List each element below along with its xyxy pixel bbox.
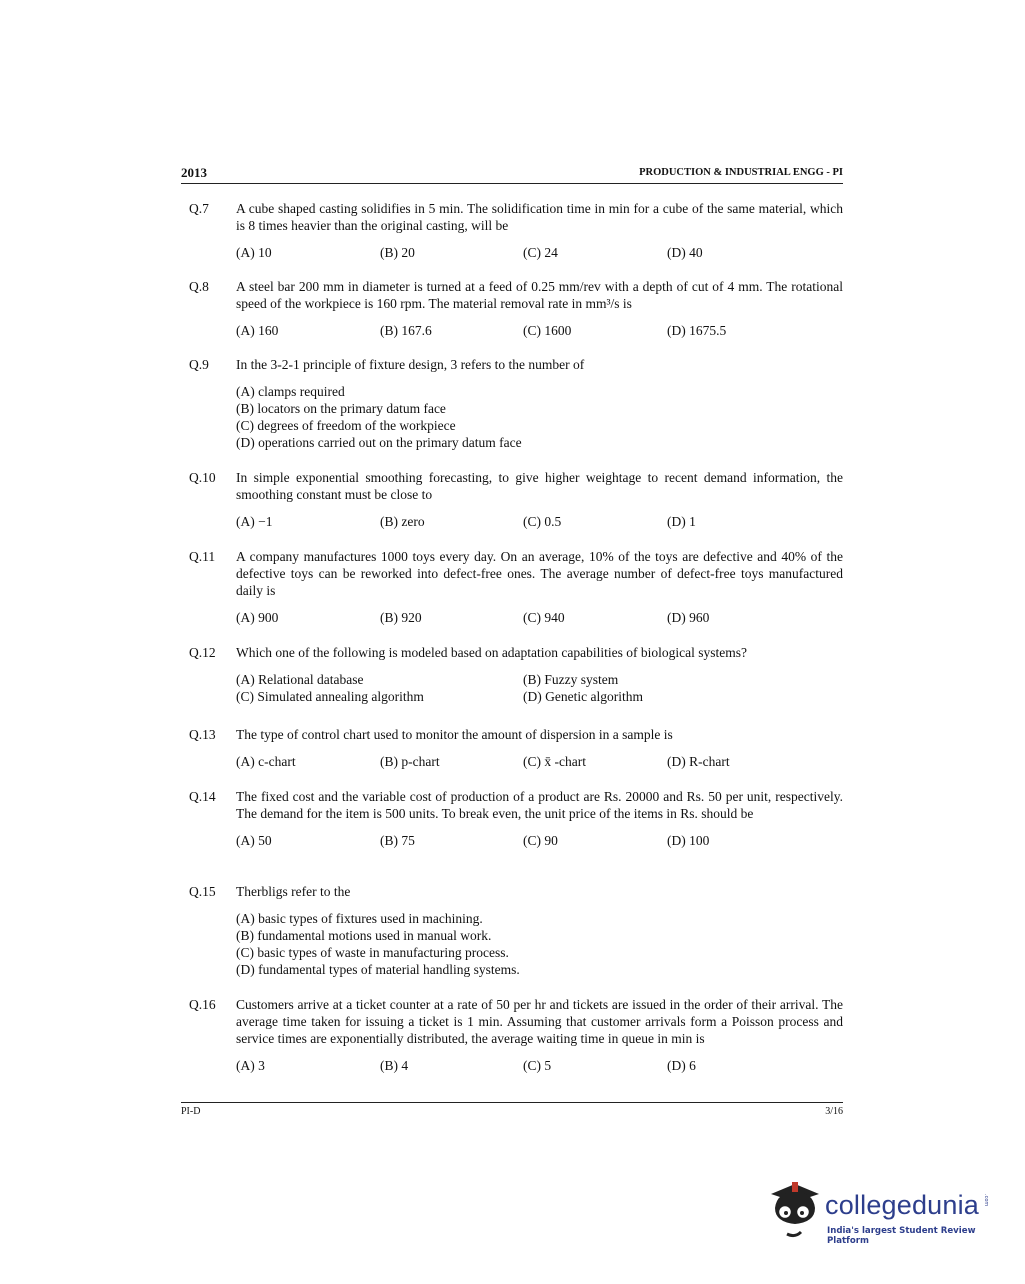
question-number: Q.12 bbox=[189, 645, 216, 660]
option-d: (D) 1 bbox=[667, 514, 696, 529]
option-d: (D) operations carried out on the primary datum face bbox=[236, 435, 522, 450]
option-a: (A) 50 bbox=[236, 833, 272, 848]
options-list bbox=[236, 910, 843, 978]
option-b: (B) p-chart bbox=[380, 754, 440, 769]
mascot-icon bbox=[765, 1178, 823, 1248]
option-b: (B) locators on the primary datum face bbox=[236, 401, 446, 416]
options-row bbox=[236, 609, 843, 626]
option-c: (C) basic types of waste in manufacturing process. bbox=[236, 945, 509, 960]
question-number: Q.14 bbox=[189, 789, 216, 804]
question-number: Q.16 bbox=[189, 997, 216, 1012]
exam-year: 2013 bbox=[181, 165, 207, 180]
option-c: (C) x̄ -chart bbox=[523, 754, 586, 769]
question-stem: A steel bar 200 mm in diameter is turned at a feed of 0.25 mm/rev with a depth of cut of 4 mm. The rotational speed of the workpiece is 160 rpm. The material removal rate in mm³/s is bbox=[236, 279, 843, 311]
question-8 bbox=[189, 278, 843, 339]
option-d: (D) 960 bbox=[667, 610, 710, 625]
question-number: Q.7 bbox=[189, 201, 209, 216]
option-d: (D) 6 bbox=[667, 1058, 696, 1073]
question-number: Q.13 bbox=[189, 727, 216, 742]
question-12 bbox=[189, 644, 843, 705]
option-b: (B) fundamental motions used in manual work. bbox=[236, 928, 492, 943]
question-14 bbox=[189, 788, 843, 849]
option-a: (A) −1 bbox=[236, 514, 273, 529]
question-number: Q.8 bbox=[189, 279, 209, 294]
collegedunia-logo[interactable] bbox=[765, 1178, 995, 1248]
option-b: (B) 75 bbox=[380, 833, 415, 848]
option-a: (A) Relational database bbox=[236, 672, 364, 687]
option-a: (A) 3 bbox=[236, 1058, 265, 1073]
options-row bbox=[236, 753, 843, 770]
options-row bbox=[236, 322, 843, 339]
page-footer bbox=[181, 1102, 843, 1120]
option-a: (A) 900 bbox=[236, 610, 279, 625]
option-c: (C) 24 bbox=[523, 245, 558, 260]
option-c: (C) 1600 bbox=[523, 323, 572, 338]
option-b: (B) 167.6 bbox=[380, 323, 432, 338]
option-d: (D) 40 bbox=[667, 245, 703, 260]
option-d: (D) fundamental types of material handling systems. bbox=[236, 962, 520, 977]
logo-dotcom: .com bbox=[983, 1194, 989, 1207]
question-number: Q.15 bbox=[189, 884, 216, 899]
option-a: (A) c-chart bbox=[236, 754, 296, 769]
option-a: (A) 160 bbox=[236, 323, 279, 338]
question-number: Q.10 bbox=[189, 470, 216, 485]
question-10 bbox=[189, 469, 843, 530]
question-stem: A cube shaped casting solidifies in 5 min. The solidification time in min for a cube of the same material, which is 8 times heavier than the original casting, will be bbox=[236, 201, 843, 233]
option-b: (B) 4 bbox=[380, 1058, 409, 1073]
page-number: 3/16 bbox=[825, 1106, 843, 1117]
options-list bbox=[236, 383, 843, 451]
page-header bbox=[181, 163, 843, 184]
question-number: Q.9 bbox=[189, 357, 209, 372]
question-number: Q.11 bbox=[189, 549, 216, 564]
question-7 bbox=[189, 200, 843, 261]
options-row bbox=[236, 513, 843, 530]
options-row bbox=[236, 832, 843, 849]
question-11 bbox=[189, 548, 843, 626]
question-stem: Which one of the following is modeled based on adaptation capabilities of biological systems? bbox=[236, 645, 747, 660]
option-b: (B) zero bbox=[380, 514, 425, 529]
logo-brand: collegedunia bbox=[825, 1190, 980, 1220]
question-stem: In simple exponential smoothing forecasting, to give higher weightage to recent demand information, the smoothing constant must be close to bbox=[236, 470, 843, 502]
option-c: (C) 940 bbox=[523, 610, 565, 625]
options-row bbox=[236, 1057, 843, 1074]
options-grid bbox=[236, 671, 843, 705]
option-c: (C) Simulated annealing algorithm bbox=[236, 689, 424, 704]
question-stem: The fixed cost and the variable cost of production of a product are Rs. 20000 and Rs. 50 per unit, respectively. The demand for the item is 500 units. To break even, the unit price of the items in Rs. should be bbox=[236, 789, 843, 821]
options-row bbox=[236, 244, 843, 261]
option-c: (C) 0.5 bbox=[523, 514, 562, 529]
option-c: (C) 90 bbox=[523, 833, 558, 848]
option-d: (D) R-chart bbox=[667, 754, 730, 769]
option-a: (A) clamps required bbox=[236, 384, 345, 399]
option-a: (A) 10 bbox=[236, 245, 272, 260]
question-stem: A company manufactures 1000 toys every day. On an average, 10% of the toys are defective and 40% of the defective toys can be reworked into defect-free ones. The average number of defect-free toys manufactured daily is bbox=[236, 549, 843, 598]
question-stem: Therbligs refer to the bbox=[236, 884, 351, 899]
option-b: (B) Fuzzy system bbox=[523, 672, 619, 687]
option-d: (D) Genetic algorithm bbox=[523, 689, 643, 704]
option-b: (B) 20 bbox=[380, 245, 415, 260]
option-b: (B) 920 bbox=[380, 610, 422, 625]
option-d: (D) 100 bbox=[667, 833, 710, 848]
option-c: (C) 5 bbox=[523, 1058, 552, 1073]
option-a: (A) basic types of fixtures used in machining. bbox=[236, 911, 483, 926]
question-stem: The type of control chart used to monitor the amount of dispersion in a sample is bbox=[236, 727, 673, 742]
question-9 bbox=[189, 356, 843, 451]
subject-title: PRODUCTION & INDUSTRIAL ENGG - PI bbox=[639, 167, 843, 178]
question-stem: Customers arrive at a ticket counter at a rate of 50 per hr and tickets are issued in the order of their arrival. The average time taken for issuing a ticket is 1 min. Assuming that customer arrivals form a Poisson process and service times are exponentially distributed, the average waiting time in queue in min is bbox=[236, 997, 843, 1046]
question-stem: In the 3-2-1 principle of fixture design, 3 refers to the number of bbox=[236, 357, 585, 372]
option-d: (D) 1675.5 bbox=[667, 323, 727, 338]
question-16 bbox=[189, 996, 843, 1074]
option-c: (C) degrees of freedom of the workpiece bbox=[236, 418, 456, 433]
question-15 bbox=[189, 883, 843, 978]
logo-tagline: India's largest Student Review Platform bbox=[827, 1226, 976, 1246]
paper-code: PI-D bbox=[181, 1106, 201, 1117]
question-13 bbox=[189, 726, 843, 770]
